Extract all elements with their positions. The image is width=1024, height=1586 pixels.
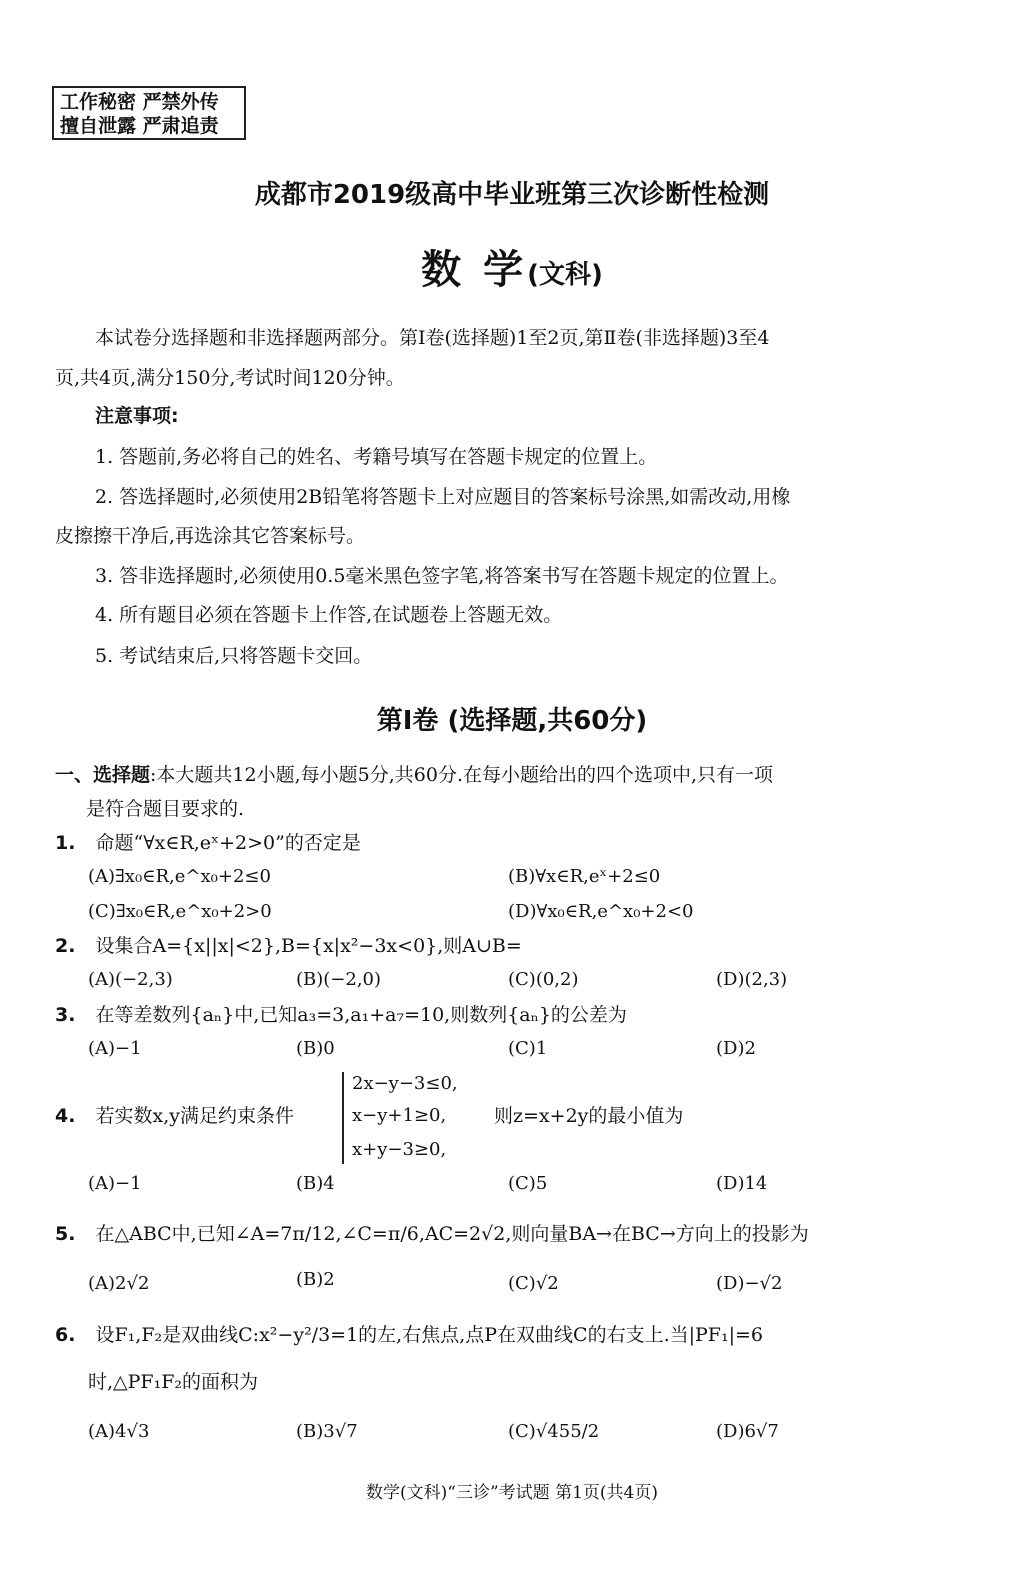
stamp-line-2: 擅自泄露 严肃追责 xyxy=(60,115,219,137)
option-a: (A)∃x₀∈R,e^x₀+2≤0 xyxy=(88,866,271,887)
option-b: (B)3√7 xyxy=(296,1421,358,1442)
section-title: 第Ⅰ卷 (选择题,共60分) xyxy=(376,706,648,736)
question-5 xyxy=(55,1222,809,1246)
option-d: (D)(2,3) xyxy=(716,969,788,990)
question-stem-tail: 则z=x+2y的最小值为 xyxy=(494,1105,684,1127)
option-b: (B)4 xyxy=(296,1173,335,1194)
intro-line-1: 本试卷分选择题和非选择题两部分。第Ⅰ卷(选择题)1至2页,第Ⅱ卷(非选择题)3至4 xyxy=(95,327,770,349)
option-a: (A)(−2,3) xyxy=(88,969,173,990)
constraint-brace xyxy=(342,1072,352,1164)
constraint-2: x−y+1≥0, xyxy=(352,1105,447,1126)
option-d: (D)∀x₀∈R,e^x₀+2<0 xyxy=(508,901,694,922)
question-number: 2. xyxy=(55,935,76,957)
question-stem: 设集合A={x||x|<2},B={x|x²−3x<0},则A∪B= xyxy=(95,935,522,957)
option-d: (D)14 xyxy=(716,1173,768,1194)
option-c: (C)5 xyxy=(508,1173,548,1194)
question-6 xyxy=(55,1323,763,1347)
exam-title: 成都市2019级高中毕业班第三次诊断性检测 xyxy=(254,180,770,210)
part1-label: 一、选择题 xyxy=(55,764,151,786)
intro-line-2: 页,共4页,满分150分,考试时间120分钟。 xyxy=(55,367,405,389)
question-stem: 在等差数列{aₙ}中,已知a₃=3,a₁+a₇=10,则数列{aₙ}的公差为 xyxy=(95,1004,627,1026)
option-d: (D)6√7 xyxy=(716,1421,779,1442)
note-item: 皮擦擦干净后,再选涂其它答案标号。 xyxy=(55,525,366,547)
constraint-3: x+y−3≥0, xyxy=(352,1139,447,1160)
question-4 xyxy=(55,1104,294,1128)
option-a: (A)2√2 xyxy=(88,1273,150,1294)
notes-heading: 注意事项: xyxy=(95,405,179,427)
part1-desc-1: :本大题共12小题,每小题5分,共60分.在每小题给出的四个选项中,只有一项 xyxy=(150,764,774,786)
option-a: (A)−1 xyxy=(88,1038,142,1059)
option-b: (B)(−2,0) xyxy=(296,969,382,990)
option-c: (C)1 xyxy=(508,1038,548,1059)
question-number: 1. xyxy=(55,832,76,854)
option-c: (C)∃x₀∈R,e^x₀+2>0 xyxy=(88,901,272,922)
question-number: 4. xyxy=(55,1105,76,1127)
stamp-line-1: 工作秘密 严禁外传 xyxy=(60,91,219,113)
subject-name: 数 学 xyxy=(421,247,528,293)
question-stem-2: 时,△PF₁F₂的面积为 xyxy=(88,1371,259,1393)
option-b: (B)0 xyxy=(296,1038,335,1059)
part1-desc-2: 是符合题目要求的. xyxy=(86,798,245,820)
option-b: (B)2 xyxy=(296,1269,335,1290)
question-stem: 命题“∀x∈R,eˣ+2>0”的否定是 xyxy=(95,832,361,854)
question-1 xyxy=(55,831,361,855)
subject-suffix: (文科) xyxy=(527,260,603,290)
option-d: (D)2 xyxy=(716,1038,756,1059)
option-a: (A)−1 xyxy=(88,1173,142,1194)
note-item: 1. 答题前,务必将自己的姓名、考籍号填写在答题卡规定的位置上。 xyxy=(95,446,658,468)
option-c: (C)(0,2) xyxy=(508,969,579,990)
option-b: (B)∀x∈R,eˣ+2≤0 xyxy=(508,866,661,887)
question-stem: 在△ABC中,已知∠A=7π/12,∠C=π/6,AC=2√2,则向量BA→在BC→方向上的投影为 xyxy=(95,1223,809,1245)
note-item: 4. 所有题目必须在答题卡上作答,在试题卷上答题无效。 xyxy=(95,604,563,626)
constraint-1: 2x−y−3≤0, xyxy=(352,1073,458,1094)
question-number: 3. xyxy=(55,1004,76,1026)
note-item: 3. 答非选择题时,必须使用0.5毫米黑色签字笔,将答案书写在答题卡规定的位置上。 xyxy=(95,565,789,587)
question-stem: 设F₁,F₂是双曲线C:x²−y²/3=1的左,右焦点,点P在双曲线C的右支上.当|PF₁|=6 xyxy=(95,1324,764,1346)
question-2 xyxy=(55,934,522,958)
option-a: (A)4√3 xyxy=(88,1421,150,1442)
question-number: 6. xyxy=(55,1324,76,1346)
page-footer: 数学(文科)“三诊”考试题 第1页(共4页) xyxy=(366,1483,658,1503)
note-item: 2. 答选择题时,必须使用2B铅笔将答题卡上对应题目的答案标号涂黑,如需改动,用橡 xyxy=(95,486,791,508)
option-d: (D)−√2 xyxy=(716,1273,783,1294)
note-item: 5. 考试结束后,只将答题卡交回。 xyxy=(95,645,373,667)
subject-title xyxy=(0,238,1024,295)
question-stem: 若实数x,y满足约束条件 xyxy=(95,1105,294,1127)
option-c: (C)√455/2 xyxy=(508,1421,600,1442)
option-c: (C)√2 xyxy=(508,1273,559,1294)
question-3 xyxy=(55,1003,627,1027)
part1-desc xyxy=(55,763,773,787)
confidential-stamp xyxy=(52,86,246,140)
question-number: 5. xyxy=(55,1223,76,1245)
